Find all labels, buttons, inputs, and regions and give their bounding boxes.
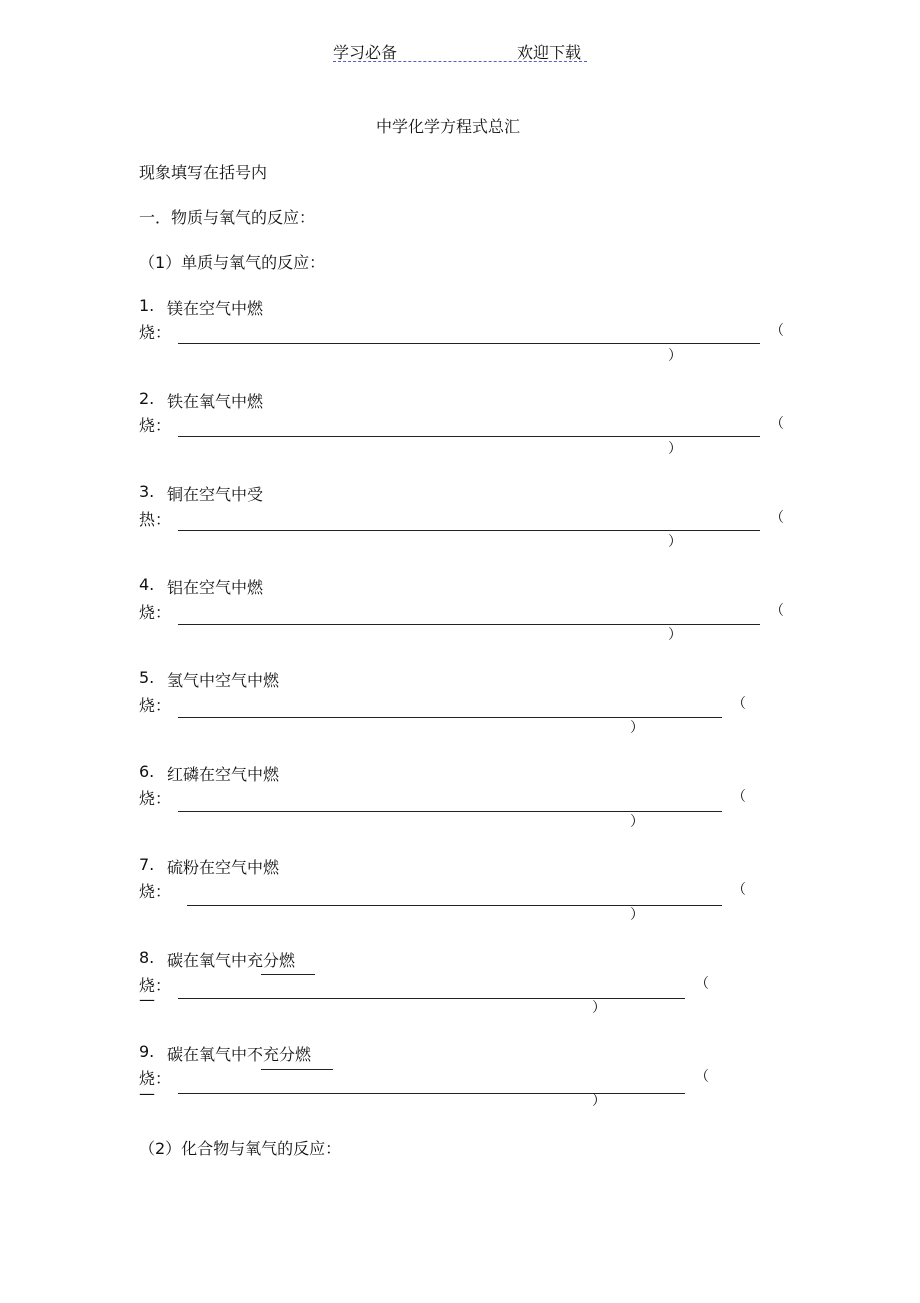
item-text-8: 碳在氧气中充分燃	[167, 951, 296, 970]
open-paren-7: （	[732, 882, 746, 898]
item-text-3: 铜在空气中受	[167, 485, 264, 504]
underline-accent-9	[261, 1069, 333, 1070]
close-paren-5: ）	[630, 720, 644, 736]
header-dashed-rule	[333, 61, 587, 62]
item-cont-4: 烧：	[139, 603, 172, 622]
underline-accent-8	[261, 974, 315, 975]
item-text-2: 铁在氧气中燃	[167, 392, 264, 411]
close-paren-9: ）	[592, 1093, 606, 1109]
open-paren-3: （	[770, 510, 784, 526]
item-cont-5: 烧：	[139, 696, 172, 715]
close-paren-1: ）	[668, 348, 682, 364]
item-cont-7: 烧：	[139, 882, 172, 901]
close-paren-8: ）	[592, 1000, 606, 1016]
page-title: 中学化学方程式总汇	[376, 117, 521, 136]
dash-9: —	[139, 1084, 155, 1103]
header-right: 欢迎下载	[517, 43, 582, 62]
item-number-7: 7.	[139, 855, 155, 874]
item-text-5: 氢气中空气中燃	[167, 671, 280, 690]
item-text-4: 铝在空气中燃	[167, 578, 264, 597]
open-paren-2: （	[770, 416, 784, 432]
item-cont-6: 烧：	[139, 789, 172, 808]
item-number-5: 5.	[139, 668, 155, 687]
open-paren-4: （	[770, 603, 784, 619]
item-number-3: 3.	[139, 482, 155, 501]
open-paren-1: （	[770, 323, 784, 339]
item-number-4: 4.	[139, 575, 155, 594]
item-text-7: 硫粉在空气中燃	[167, 858, 280, 877]
answer-line-9[interactable]	[178, 1093, 685, 1094]
item-cont-2: 烧：	[139, 416, 172, 435]
dash-8: —	[139, 990, 155, 1009]
item-cont-3: 热：	[139, 510, 172, 529]
item-text-1: 镁在空气中燃	[167, 299, 264, 318]
answer-line-8[interactable]	[178, 998, 685, 999]
item-number-6: 6.	[139, 762, 155, 781]
subsection-heading-2: （2）化合物与氧气的反应：	[139, 1139, 342, 1158]
section-heading-1: 一．物质与氧气的反应：	[139, 208, 316, 227]
close-paren-2: ）	[668, 441, 682, 457]
item-number-9: 9.	[139, 1042, 155, 1061]
item-cont-8: 烧：	[139, 976, 172, 995]
close-paren-4: ）	[668, 627, 682, 643]
item-number-8: 8.	[139, 948, 155, 967]
open-paren-9: （	[695, 1069, 709, 1085]
close-paren-3: ）	[668, 534, 682, 550]
item-text-9: 碳在氧气中不充分燃	[167, 1045, 312, 1064]
answer-line-1[interactable]	[178, 343, 760, 344]
item-number-2: 2.	[139, 389, 155, 408]
item-cont-1: 烧：	[139, 323, 172, 342]
open-paren-5: （	[732, 696, 746, 712]
close-paren-7: ）	[630, 907, 644, 923]
subsection-heading-1: （1）单质与氧气的反应：	[139, 253, 326, 272]
item-text-6: 红磷在空气中燃	[167, 765, 280, 784]
item-cont-9: 烧：	[139, 1069, 172, 1088]
open-paren-6: （	[732, 789, 746, 805]
answer-line-2[interactable]	[178, 436, 760, 437]
instruction: 现象填写在括号内	[139, 163, 268, 182]
header-left: 学习必备	[333, 43, 398, 62]
close-paren-6: ）	[630, 814, 644, 830]
open-paren-8: （	[695, 976, 709, 992]
item-number-1: 1.	[139, 296, 155, 315]
